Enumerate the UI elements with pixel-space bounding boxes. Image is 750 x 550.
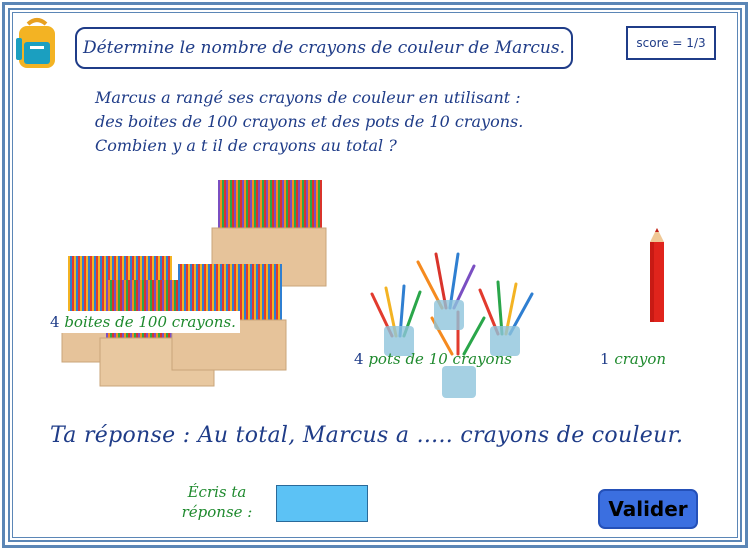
score-text: score = 1/3: [636, 36, 706, 50]
pencil-pots-image: [362, 246, 552, 401]
boxes-count: 4: [50, 313, 60, 331]
pots-text: pots de 10 crayons: [368, 350, 512, 368]
pots-count: 4: [354, 350, 364, 368]
single-count: 1: [600, 350, 610, 368]
answer-prompt-line-2: réponse :: [181, 503, 253, 521]
backpack-icon: [14, 16, 60, 70]
single-text: crayon: [614, 350, 667, 368]
boxes-label: [46, 311, 240, 333]
answer-prompt-line-1: Écris ta: [187, 483, 247, 501]
answer-prompt: [172, 482, 262, 522]
story-line-3: Combien y a t il de crayons au total ?: [95, 136, 397, 155]
pots-label: [354, 350, 512, 368]
valider-button[interactable]: Valider: [598, 489, 698, 529]
story-line-1: Marcus a rangé ses crayons de couleur en utilisant :: [95, 88, 521, 107]
instruction-text: Détermine le nombre de crayons de couleur de Marcus.: [82, 38, 566, 58]
answer-input[interactable]: [276, 485, 368, 522]
single-pencil-icon: [646, 226, 668, 326]
instruction-box: [75, 27, 573, 69]
boxes-text: boites de 100 crayons.: [64, 313, 236, 331]
story-line-2: des boites de 100 crayons et des pots de 10 crayons.: [95, 112, 524, 131]
single-label: [600, 350, 666, 368]
score-box: [626, 26, 716, 60]
answer-sentence: Ta réponse : Au total, Marcus a ..... crayons de couleur.: [50, 423, 684, 448]
pencil-boxes-image: [60, 172, 340, 392]
